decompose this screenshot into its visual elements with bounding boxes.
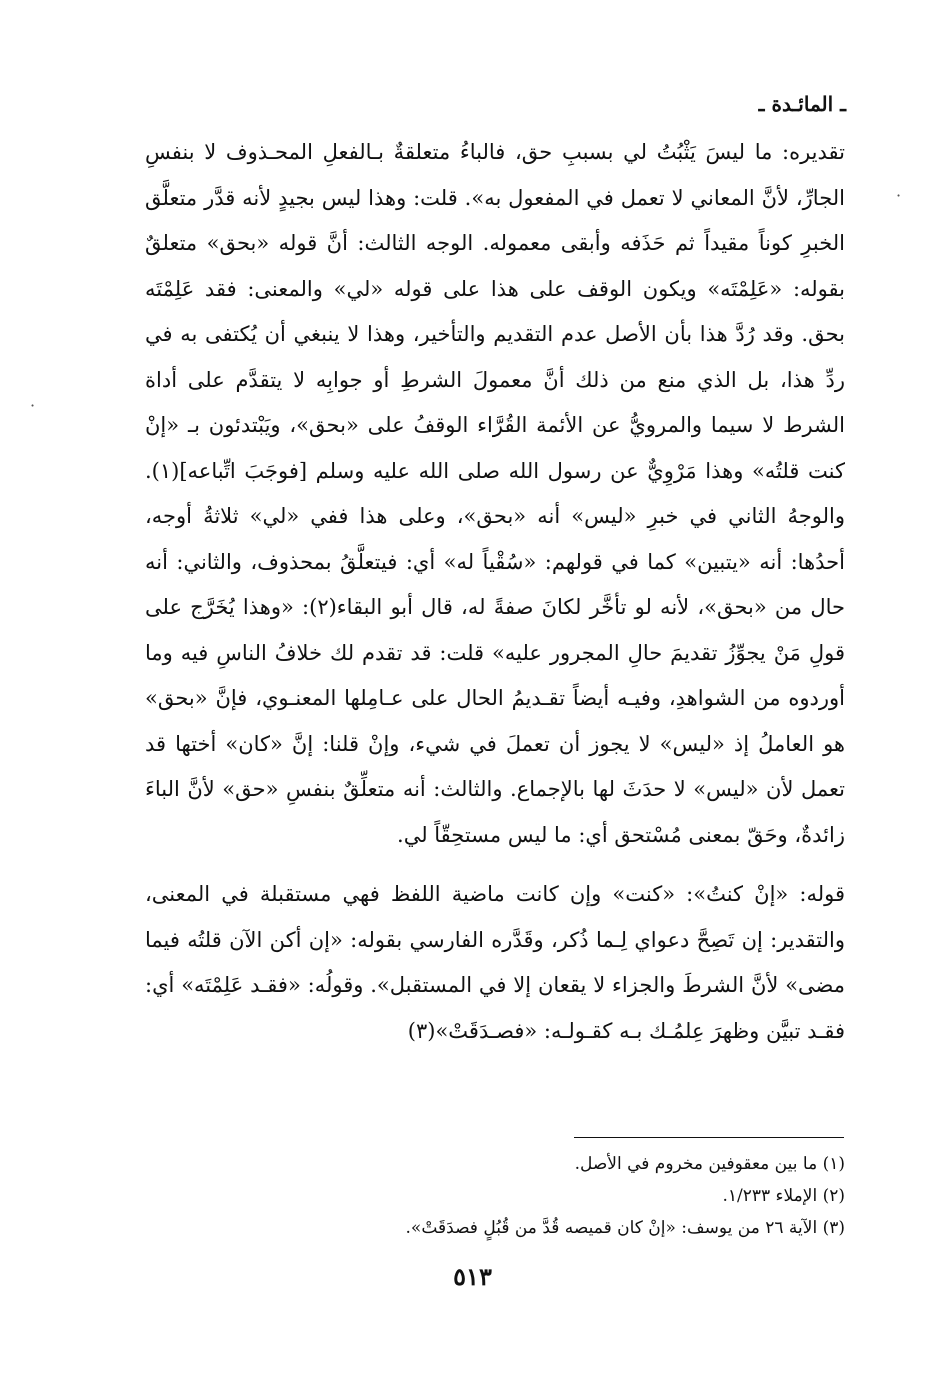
margin-mark: ·	[896, 186, 902, 205]
footnote-separator	[574, 1137, 844, 1138]
paragraph-1: تقديره: ما ليسَ يَثْبُتُ لي بسببِ حق، فالباءُ متعلقةٌ بـالفعلِ المحـذوف لا بنفسِ الجارِّ، لأنَّ المعاني لا تعمل في المفعول به». قلت: وهذا ليس بجيدٍ لأنه قدَّر متعلَّق الخبرِ كوناً مقيداً ثم حَذَفه وأبقى معموله. الوجه الثالث: أنَّ قوله «بحق» متعلقٌ بقوله: «عَلِمْتَه» ويكون الوقف على هذا على قوله «لي» والمعنى: فقد عَلِمْتَه بحق. وقد رُدَّ هذا بأن الأصل عدم التقديم والتأخير، وهذا لا ينبغي أن يُكتفى به في ردِّ هذا، بل الذي منع من ذلك أنَّ معمولَ الشرطِ أو جوابِه لا يتقدَّم على أداة الشرط لا سيما والمرويُّ عن الأئمة القُرَّاء الوقفُ على «بحق»، ويَبْتدئون بـ «إنْ كنت قلتُه» وهذا مَرْوِيٌّ عن رسول الله صلى الله عليه وسلم [فوجَبَ اتِّباعه](١). والوجهُ الثاني في خبرِ «ليس» أنه «بحق»، وعلى هذا ففي «لي» ثلاثةُ أوجه، أحدُها: أنه «يتبين» كما في قولهم: «سُقْياً له» أي: فيتعلَّقُ بمحذوف، والثاني: أنه حال من «بحق»، لأنه لو تأخَّر لكانَ صفةً له، قال أبو البقاء(٢): «وهذا يُخَرَّج على قولِ مَنْ يجوِّزُ تقديمَ حالِ المجرور عليه» قلت: قد تقدم لك خلافُ الناسِ فيه وما أوردوه من الشواهدِ، وفيـه أيضاً تقـديمُ الحال على عـامِلها المعنـوي، فإنَّ «بحق» هو العاملُ إذ «ليس» لا يجوز أن تعملَ في شيء، وإنْ قلنا: إنَّ «كان» أختها قد تعمل لأن «ليس» لا حدَثَ لها بالإجماع. والثالث: أنه متعلِّقٌ بنفسِ «حق» لأنَّ الباءَ زائدةٌ، وحَقّ بمعنى مُسْتحق أي: ما ليس مستحِقّاً لي.	[145, 140, 845, 847]
margin-mark: ·	[30, 396, 36, 415]
page-number: ٥١٣	[453, 1262, 492, 1291]
footnote-2: (٢) الإملاء ١/٢٣٣.	[722, 1186, 845, 1206]
footnote-1: (١) ما بين معقوفين مخروم في الأصل.	[574, 1154, 845, 1174]
body-text	[145, 130, 845, 1054]
footnotes	[300, 1148, 845, 1244]
footnote-3: (٣) الآية ٢٦ من يوسف: «إنْ كان قميصه قُدَّ من قُبُلٍ فصدَقَتْ».	[405, 1218, 845, 1238]
paragraph-2: قوله: «إنْ كنتُ»: «كنت» وإن كانت ماضية اللفظ فهي مستقبلة في المعنى، والتقدير: إن تَصِحَّ دعواي لِـما ذُكر، وقَدَّره الفارسي بقوله: «إن أكن الآن قلتُه فيما مضى» لأنَّ الشرطَ والجزاء لا يقعان إلا في المستقبل». وقولُه: «فقـد عَلِمْتَه» أي: فقـد تبيَّن وظهرَ عِلمُـك بـه كقـولـه: «فصـدَقَتْ»(٣)	[145, 882, 845, 1043]
running-header: ـ المائـدة ـ	[758, 92, 846, 116]
